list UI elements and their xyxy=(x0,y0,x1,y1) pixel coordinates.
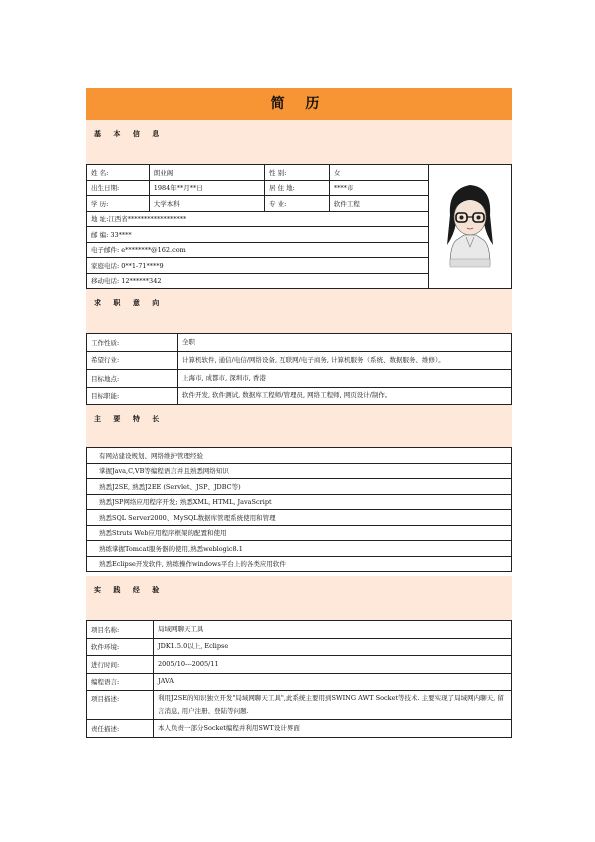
section-job-intention xyxy=(86,289,512,333)
table-row xyxy=(87,448,512,464)
phone-label: 家庭电话: xyxy=(91,261,120,270)
table-row xyxy=(87,720,512,738)
exp-row-label: 编程语言: xyxy=(87,673,154,691)
section-basic-info xyxy=(86,120,512,164)
exp-row-label: 软件环境: xyxy=(87,638,154,656)
skills-table xyxy=(86,447,512,572)
experience-table xyxy=(86,620,512,738)
skill-item: 熟悉SQL Server2000、MySQL数据库管理系统使用和管理 xyxy=(87,510,512,526)
basic-info-table xyxy=(86,164,512,289)
resume-page xyxy=(86,88,512,738)
skill-item: 熟悉Struts Web应用程序框架的配置和使用 xyxy=(87,525,512,541)
exp-row-label: 进行时间: xyxy=(87,656,154,674)
section-job-intention-label: 求 职 意 向 xyxy=(94,298,165,307)
email-cell xyxy=(87,242,429,258)
zip-value: 33**** xyxy=(110,230,132,239)
gender-label: 性 别: xyxy=(265,165,330,181)
exp-row-value: 本人负责一部分Socket编程并利用SWT设计界面 xyxy=(154,720,512,738)
gender-value: 女 xyxy=(329,165,428,181)
section-experience xyxy=(86,576,512,620)
table-row xyxy=(87,691,512,720)
phone-cell xyxy=(87,258,429,274)
job-row-label: 目标地点: xyxy=(87,370,178,388)
zip-cell xyxy=(87,227,429,243)
zip-label: 邮 编: xyxy=(91,230,109,239)
mobile-value: 12******342 xyxy=(121,277,162,286)
table-row xyxy=(87,165,512,181)
job-row-value: 软件开发, 软件测试, 数据库工程师/管理员, 网络工程师, 网页设计/制作。 xyxy=(178,387,512,405)
table-row xyxy=(87,370,512,388)
table-row xyxy=(87,510,512,526)
name-label: 姓 名: xyxy=(87,165,150,181)
exp-row-value: 利用J2SE的知识独立开发"局域网聊天工具",此系统主要用到SWING AWT Socket等技术. 主要实现了局域网内聊天, 留言消息, 用户注册、登陆等问题. xyxy=(154,691,512,720)
phone-value: 0**1-71****9 xyxy=(121,261,164,270)
birth-label: 出生日期: xyxy=(87,180,150,196)
exp-row-value: 局域网聊天工具 xyxy=(154,621,512,639)
table-row xyxy=(87,556,512,572)
table-row xyxy=(87,638,512,656)
exp-row-label: 项目名称: xyxy=(87,621,154,639)
job-row-value: 上海市, 成都市, 深圳市, 香港 xyxy=(178,370,512,388)
skill-item: 有网站建设规划、网络维护管理经验 xyxy=(87,448,512,464)
exp-row-value: JAVA xyxy=(154,673,512,691)
job-row-value: 计算机软件, 通信/电信/网络设备, 互联网/电子商务, 计算机服务（系统、数据服务、维修）。 xyxy=(178,351,512,370)
education-label: 学 历: xyxy=(87,196,150,212)
table-row xyxy=(87,479,512,495)
skill-item: 熟悉J2SE, 熟悉J2EE (Servlet、JSP、JDBC等) xyxy=(87,479,512,495)
address-cell xyxy=(87,211,429,227)
exp-row-value: 2005/10---2005/11 xyxy=(154,656,512,674)
major-value: 软件工程 xyxy=(329,196,428,212)
avatar-illustration xyxy=(438,175,502,279)
email-label: 电子邮件: xyxy=(91,246,120,255)
table-row xyxy=(87,525,512,541)
major-label: 专 业: xyxy=(265,196,330,212)
birth-value: 1984年**月**日 xyxy=(149,180,264,196)
table-row xyxy=(87,334,512,352)
job-intention-table xyxy=(86,333,512,405)
education-value: 大学本科 xyxy=(149,196,264,212)
section-skills-label: 主 要 特 长 xyxy=(94,414,165,423)
table-row xyxy=(87,387,512,405)
job-row-value: 全职 xyxy=(178,334,512,352)
skill-item: 熟悉Eclipse开发软件, 熟练操作windows平台上的各类应用软件 xyxy=(87,556,512,572)
table-row xyxy=(87,656,512,674)
resume-title: 简 历 xyxy=(86,88,512,120)
table-row xyxy=(87,541,512,557)
job-row-label: 目标职能: xyxy=(87,387,178,405)
exp-row-value: JDK1.5.0以上, Eclipse xyxy=(154,638,512,656)
profile-photo xyxy=(428,165,511,289)
table-row xyxy=(87,351,512,370)
table-row xyxy=(87,673,512,691)
skill-item: 熟悉JSP网络应用程序开发; 熟悉XML, HTML, JavaScript xyxy=(87,494,512,510)
address-value: 江西省****************** xyxy=(108,215,187,224)
skill-item: 熟练掌握Tomcat服务器的使用,熟悉weblogic8.1 xyxy=(87,541,512,557)
section-skills xyxy=(86,405,512,447)
exp-row-label: 责任描述: xyxy=(87,720,154,738)
residence-label: 居 住 地: xyxy=(265,180,330,196)
skill-item: 掌握Java,C,VB等编程语言并且熟悉网络知识 xyxy=(87,463,512,479)
name-value: 朗业阁 xyxy=(149,165,264,181)
table-row xyxy=(87,621,512,639)
job-row-label: 工作性质: xyxy=(87,334,178,352)
residence-value: ****市 xyxy=(329,180,428,196)
section-experience-label: 实 践 经 验 xyxy=(94,585,165,594)
table-row xyxy=(87,463,512,479)
address-label: 地 址: xyxy=(91,215,109,224)
section-basic-info-label: 基 本 信 息 xyxy=(94,129,165,138)
table-row xyxy=(87,494,512,510)
exp-row-label: 项目描述: xyxy=(87,691,154,720)
mobile-cell xyxy=(87,273,429,289)
mobile-label: 移动电话: xyxy=(91,277,120,286)
job-row-label: 希望行业: xyxy=(87,351,178,370)
email-value: e********@162.com xyxy=(121,246,186,255)
